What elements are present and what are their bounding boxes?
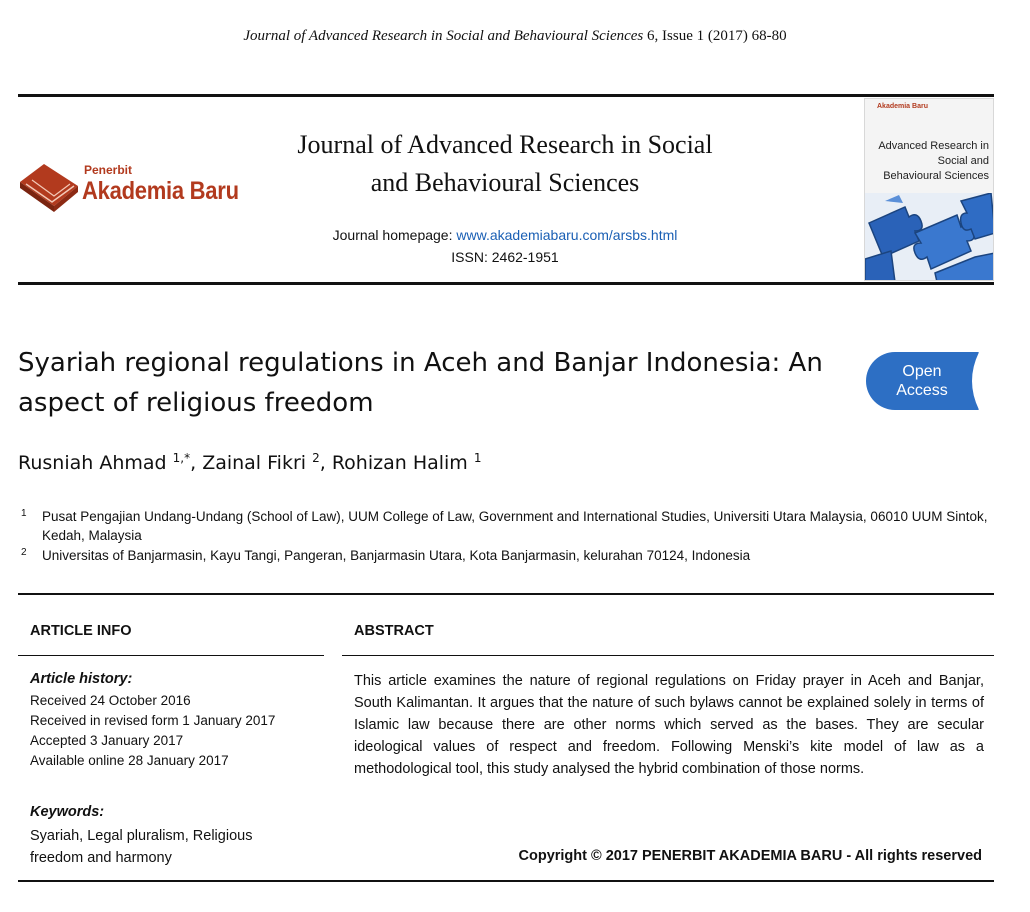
open-access-label [866, 362, 978, 400]
article-title-line-1: Syariah regional regulations in Aceh and Banjar Indonesia: An [18, 348, 823, 378]
journal-title [265, 126, 745, 202]
journal-title-line-2: and Behavioural Sciences [370, 168, 640, 197]
journal-cover [864, 98, 994, 281]
running-head [0, 28, 1030, 45]
open-access-line-2: Access [896, 382, 948, 399]
online-date: Available online 28 January 2017 [30, 753, 229, 768]
author-affiliation-marker: 1,* [172, 451, 191, 465]
info-top-rule [18, 593, 994, 595]
revised-date: Received in revised form 1 January 2017 [30, 713, 276, 728]
author-separator: , [190, 452, 203, 474]
article-title [18, 343, 848, 423]
running-head-journal: Journal of Advanced Research in Social and Behavioural Sciences [243, 28, 644, 44]
header-bottom-rule [18, 282, 994, 285]
affiliation-number: 2 [21, 547, 27, 558]
article-history-label: Article history: [30, 671, 133, 687]
affiliation-text: Pusat Pengajian Undang-Undang (School of Law), UUM College of Law, Government and International Studies, Universiti Utara Malaysia, 06010 UUM Sintok, Kedah, Malaysia [42, 509, 988, 543]
cover-title-line-1: Advanced Research in [878, 140, 989, 152]
author-name: Rusniah Ahmad [18, 452, 173, 474]
cover-title-line-2: Social and [937, 155, 989, 167]
article-info-rule [18, 655, 324, 656]
homepage-link[interactable]: www.akademiabaru.com/arsbs.html [456, 227, 678, 243]
header-top-rule [18, 94, 994, 97]
cover-title [865, 139, 989, 184]
copyright-notice: Copyright © 2017 PENERBIT AKADEMIA BARU - All rights reserved [518, 848, 982, 864]
received-date: Received 24 October 2016 [30, 693, 191, 708]
issn: ISSN: 2462-1951 [451, 249, 559, 265]
article-info-heading: ARTICLE INFO [30, 623, 132, 639]
book-logo-icon [18, 160, 80, 216]
author-list [18, 451, 482, 474]
logo-penerbit-text: Penerbit [84, 163, 133, 177]
accepted-date: Accepted 3 January 2017 [30, 733, 184, 748]
logo-akademia-text: Akademia Baru [82, 177, 239, 205]
abstract-heading: ABSTRACT [354, 623, 434, 639]
author-affiliation-marker: 2 [312, 451, 320, 465]
running-head-issue: 6, Issue 1 (2017) 68-80 [643, 28, 787, 44]
affiliation-number: 1 [21, 508, 27, 519]
homepage-label: Journal homepage: [332, 227, 457, 243]
cover-brand: Akademia Baru [877, 103, 928, 110]
abstract-rule [342, 655, 994, 656]
author-affiliation-marker: 1 [473, 451, 482, 465]
open-access-line-1: Open [902, 363, 942, 380]
cover-title-line-3: Behavioural Sciences [883, 170, 989, 182]
author-name: Zainal Fikri [202, 452, 313, 474]
info-bottom-rule [18, 880, 994, 882]
keywords-text: Syariah, Legal pluralism, Religious freedom and harmony [30, 828, 253, 866]
puzzle-pieces-icon [865, 193, 994, 281]
publisher-logo [18, 160, 258, 220]
keywords-label: Keywords: [30, 804, 105, 820]
author-separator: , [319, 452, 332, 474]
author-name: Rohizan Halim [331, 452, 474, 474]
affiliation-text: Universitas of Banjarmasin, Kayu Tangi, Pangeran, Banjarmasin Utara, Kota Banjarmasin, kelurahan 70124, Indonesia [42, 548, 751, 563]
journal-homepage [265, 227, 745, 243]
article-title-line-2: aspect of religious freedom [18, 388, 374, 418]
journal-title-line-1: Journal of Advanced Research in Social [297, 130, 713, 159]
abstract-text: This article examines the nature of regional regulations on Friday prayer in Aceh and Banjar, South Kalimantan. It argues that the nature of such bylaws cannot be explained solely in terms of Islamic law because there are other norms which served as the bases. They are secular ideological values of respect and freedom. Following Menski’s kite model of law as a methodological tool, this study analysed the hybrid combination of those norms. [354, 673, 984, 777]
